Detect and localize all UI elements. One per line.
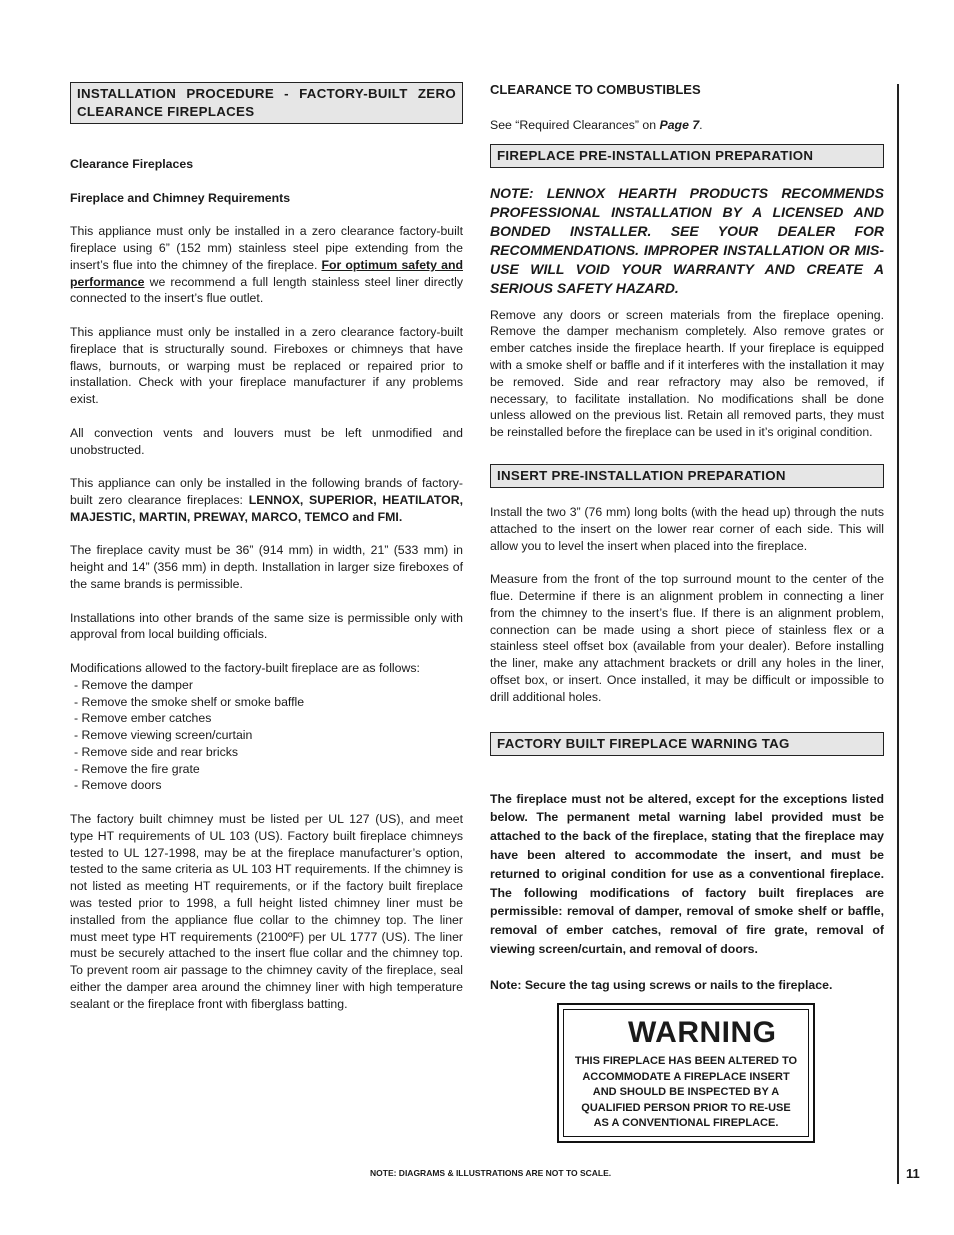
- paragraph-modifications-intro: Modifications allowed to the factory-built fireplace are as follows:: [70, 660, 420, 675]
- insert-prep-heading: INSERT PRE-INSTALLATION PREPARATION: [490, 464, 884, 488]
- modifications-list: [70, 677, 463, 795]
- warning-text: THIS FIREPLACE HAS BEEN ALTERED TO ACCOMMODATE A FIREPLACE INSERT AND SHOULD BE INSPECTED BY A QUALIFIED PERSON PRIOR TO RE-USE AS A CONVENTIONAL FIREPLACE.: [574, 1055, 798, 1130]
- clearance-heading: CLEARANCE TO COMBUSTIBLES: [490, 82, 701, 97]
- warning-tag-paragraph: The fireplace must not be altered, except for the exceptions listed below. The permanent metal warning label provided must be attached to the back of the fireplace, stating that the fireplace may have been altered to accommodate the insert, and must be returned to original condition for use as a conventional fireplace. The following modifications of factory built fireplaces are permissible: removal of damper, removal of smoke shelf or baffle, removal of ember catches, removal of fire grate, removal of viewing screen/curtain, and removal of doors.: [490, 791, 884, 956]
- right-column: [490, 82, 884, 994]
- clearance-reference: See “Required Clearances” on Page 7.: [490, 117, 703, 132]
- warning-label: [557, 1003, 815, 1143]
- left-column: [70, 82, 463, 1013]
- insert-bolts-paragraph: Install the two 3” (76 mm) long bolts (with the head up) through the nuts attached to the insert on the lower rear corner of each side. This will allow you to level the insert when placed into the fireplace.: [490, 504, 884, 553]
- paragraph-brands: This appliance can only be installed in the following brands of factory-built zero clearance fireplaces: LENNOX, SUPERIOR, HEATILATOR, MAJESTIC, MARTIN, PREWAY, MARCO, TEMCO and FMI.: [70, 476, 464, 524]
- list-item: - Remove side and rear bricks: [74, 744, 239, 759]
- insert-alignment-paragraph: Measure from the front of the top surround mount to the center of the flue. Determine if there is an alignment problem in connecting a liner from the chimney to the insert’s flue. If there is an alignment problem, connection can be made using a short piece of stainless flex or a stainless steel offset box (available from your dealer). Before installing the liner, make any attachment brackets or drill any holes in the liner, offset box, or insert. Once installed, it may be difficult or impossible to drill additional holes.: [490, 572, 884, 704]
- paragraph-cavity-size: The fireplace cavity must be 36” (914 mm) in width, 21” (533 mm) in height and 14” (356 mm) in depth. Installation in larger size fireboxes of the same brands is permissible.: [70, 543, 463, 591]
- list-item: - Remove the damper: [74, 677, 193, 692]
- fireplace-prep-heading: FIREPLACE PRE-INSTALLATION PREPARATION: [490, 144, 884, 168]
- installation-procedure-heading: INSTALLATION PROCEDURE - FACTORY-BUILT ZERO CLEARANCE FIREPLACES: [70, 82, 463, 124]
- paragraph-pipe-requirement: This appliance must only be installed in a zero clearance factory-built fireplace using 6” (152 mm) stainless steel pipe extending from the insert’s flue into the chimney of the fireplace. For optimum safety and performance we recommend a full length stainless steel liner directly connected to the insert’s flue outlet.: [70, 224, 463, 306]
- clearance-fireplaces-subheading: Clearance Fireplaces: [70, 157, 194, 171]
- paragraph-convection-vents: All convection vents and louvers must be left unmodified and unobstructed.: [70, 425, 463, 457]
- chimney-requirements-subheading: Fireplace and Chimney Requirements: [70, 190, 291, 205]
- list-item: - Remove doors: [74, 778, 162, 793]
- page-7-link[interactable]: Page 7: [659, 117, 700, 132]
- warning-title: WARNING: [628, 1016, 777, 1049]
- page-number: 11: [906, 1166, 920, 1181]
- warning-tag-note: Note: Secure the tag using screws or nails to the fireplace.: [490, 977, 833, 992]
- prep-paragraph: Remove any doors or screen materials from the fireplace opening. Remove the damper mechanism completely. Also remove grates or ember catches inside the fireplace hearth. If your fireplace is equipped with a smoke shelf or baffle and if it interferes with the installation it may be removed. Side and rear refractory may also be removed, if necessary, to facilitate installation. No modifications shall be done unless allowed on the previous list. Retain all removed parts, they must be reinstalled before the fireplace can be used in it’s original condition.: [490, 307, 884, 440]
- list-item: - Remove the smoke shelf or smoke baffle: [74, 694, 305, 709]
- warning-tag-heading: FACTORY BUILT FIREPLACE WARNING TAG: [490, 732, 884, 756]
- professional-installation-note: NOTE: LENNOX HEARTH PRODUCTS RECOMMENDS PROFESSIONAL INSTALLATION BY A LICENSED AND BONDED INSTALLER. SEE YOUR DEALER FOR RECOMMENDATIONS. IMPROPER INSTALLATION OR MIS-USE WILL VOID YOUR WARRANTY AND CREATE A SERIOUS SAFETY HAZARD.: [490, 184, 884, 296]
- paragraph-other-brands: Installations into other brands of the same size is permissible only with approval from local building officials.: [70, 610, 463, 642]
- column-divider: [897, 84, 899, 1184]
- list-item: - Remove viewing screen/curtain: [74, 728, 253, 743]
- paragraph-structurally-sound: This appliance must only be installed in a zero clearance factory-built fireplace that is structurally sound. Fireboxes or chimneys that have flaws, burnouts, or warping must be replaced or repaired prior to installation. Check with your fireplace manufacturer if any problems exist.: [70, 324, 463, 407]
- paragraph-chimney-listing: The factory built chimney must be listed per UL 127 (US), and meet type HT requirements of UL 103 (US). Factory built fireplace chimneys tested to UL 127-1998, may be at the fireplace manufacturer’s option, tested to the same criteria as UL 103 HT requirements. If the chimney is not listed as meeting HT requirements, or if the factory built fireplace was tested prior to 1998, a full height listed chimney liner must be installed from the appliance flue collar to the chimney top. The liner must meet type HT requirements (2100ºF) per UL 1777 (US). The liner must be securely attached to the insert flue collar and the chimney top. To prevent room air passage to the chimney cavity of the fireplace, seal either the damper area around the chimney liner with high temperature sealant or the fireplace front with fiberglass batting.: [70, 812, 463, 1011]
- list-item: - Remove ember catches: [74, 711, 212, 726]
- list-item: - Remove the fire grate: [74, 761, 200, 776]
- scale-footnote: NOTE: DIAGRAMS & ILLUSTRATIONS ARE NOT TO SCALE.: [370, 1168, 612, 1178]
